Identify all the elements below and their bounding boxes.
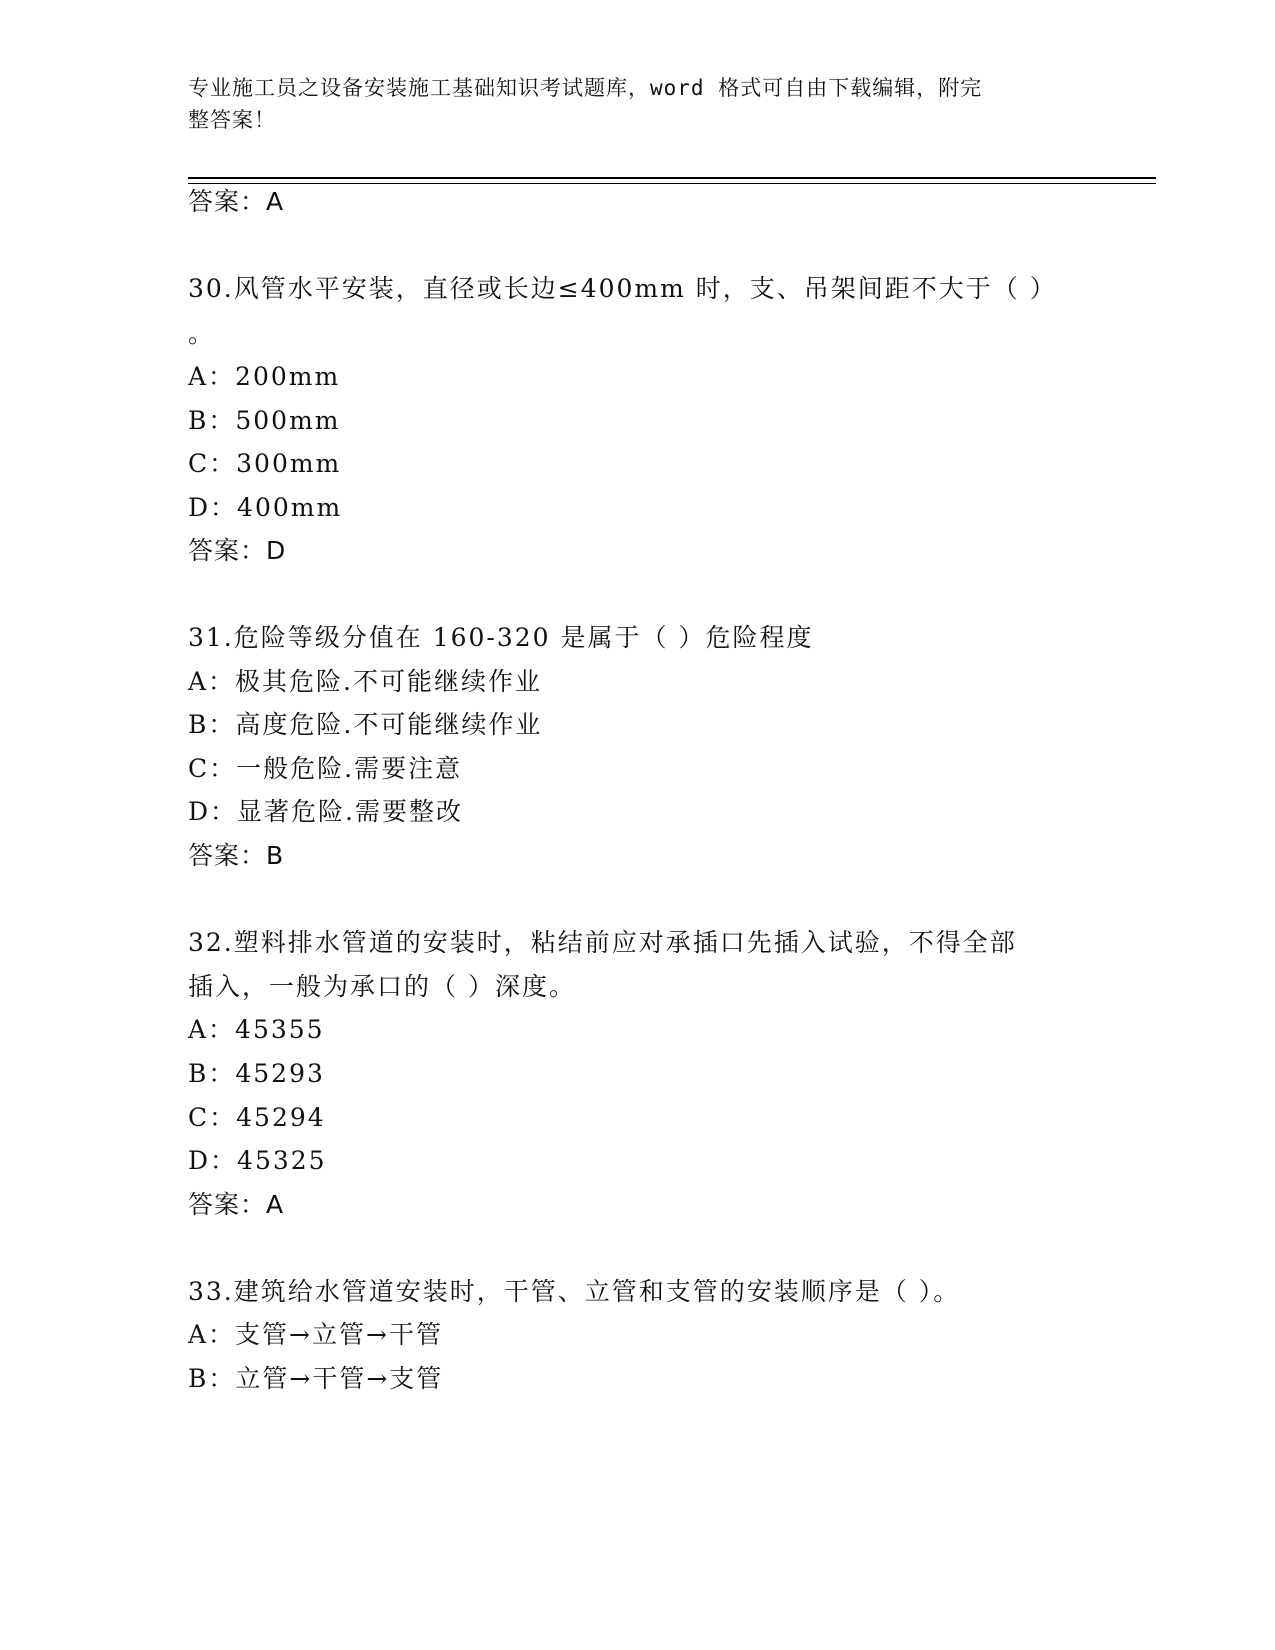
question-31-option-b: B：高度危险.不可能继续作业: [188, 710, 543, 739]
question-32-stem-cont: 插入，一般为承口的（ ）深度。: [188, 972, 576, 1001]
question-31-option-d: D：显著危险.需要整改: [188, 797, 463, 826]
question-32-stem: 32.塑料排水管道的安装时，粘结前应对承插口先插入试验，不得全部: [188, 928, 1017, 957]
question-32-option-d: D：45325: [188, 1146, 327, 1175]
question-30-stem-cont: 。: [188, 319, 216, 348]
question-31-option-a: A：极其危险.不可能继续作业: [188, 667, 543, 696]
question-30-option-d: D：400mm: [188, 493, 343, 522]
answer-prev: 答案：A: [188, 187, 285, 216]
header-line-1: 专业施工员之设备安装施工基础知识考试题库，word 格式可自由下载编辑，附完: [188, 76, 983, 100]
header-rule-thick: [188, 177, 1156, 179]
page-header: [188, 72, 1068, 136]
question-32-option-c: C：45294: [188, 1103, 326, 1132]
question-30-stem: 30.风管水平安装，直径或长边≤400mm 时，支、吊架间距不大于（ ）: [188, 274, 1057, 303]
question-30-answer: 答案：D: [188, 536, 287, 565]
question-30-option-a: A：200mm: [188, 362, 341, 391]
question-33-stem: 33.建筑给水管道安装时，干管、立管和支管的安装顺序是（ ）。: [188, 1277, 961, 1306]
question-32-option-a: A：45355: [188, 1015, 325, 1044]
question-31-answer: 答案：B: [188, 841, 285, 870]
question-30-option-c: C：300mm: [188, 449, 342, 478]
question-32-answer: 答案：A: [188, 1190, 285, 1219]
header-line-2: 整答案！: [188, 108, 276, 132]
header-rule-thin: [188, 183, 1156, 184]
question-31-option-c: C：一般危险.需要注意: [188, 754, 463, 783]
question-33-option-a: A：支管→立管→干管: [188, 1320, 443, 1349]
question-32-option-b: B：45293: [188, 1059, 325, 1088]
question-30-option-b: B：500mm: [188, 406, 341, 435]
question-31-stem: 31.危险等级分值在 160-320 是属于（ ）危险程度: [188, 623, 814, 652]
question-33-option-b: B：立管→干管→支管: [188, 1364, 444, 1393]
